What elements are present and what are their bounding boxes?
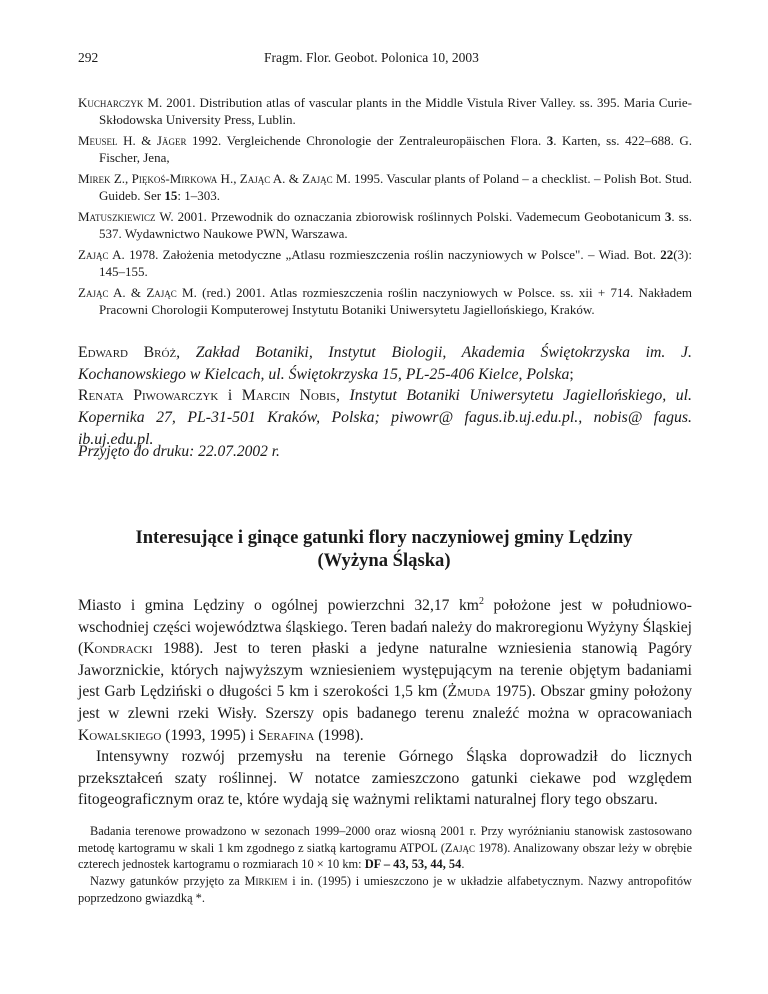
journal-title: Fragm. Flor. Geobot. Polonica 10, 2003: [264, 50, 479, 65]
methods-note: [78, 823, 692, 907]
reference-item: Zając A. 1978. Założenia metodyczne „Atlasu rozmieszczenia roślin naczyniowych w Polsce". – Wiad. Bot. 22(3): 145–155.: [78, 247, 692, 279]
reference-list: [78, 95, 692, 323]
reference-item: Mirek Z., Piękoś-Mirkowa H., Zając A. & Zając M. 1995. Vascular plants of Poland – a checklist. – Polish Bot. Stud. Guideb. Ser 15: 1–303.: [78, 171, 692, 203]
author-name: Marcin Nobis: [241, 387, 337, 405]
article-title: Interesujące i ginące gatunki flory naczyniowej gminy Lędziny (Wyżyna Śląska): [135, 527, 633, 571]
affiliation-paragraph: Edward Bróż, Zakład Botaniki, Instytut Biologii, Akademia Świętokrzyska im. J. Kochanowskiego w Kielcach, ul. Świętokrzyska 15, PL-25-406 Kielce, Polska;: [78, 344, 692, 383]
reference-item: Kucharczyk M. 2001. Distribution atlas of vascular plants in the Middle Vistula River Valley. ss. 395. Maria Curie-Skłodowska University Press, Lublin.: [78, 95, 692, 127]
reference-item: Zając A. & Zając M. (red.) 2001. Atlas rozmieszczenia roślin naczyniowych w Polsce. ss. xii + 714. Nakładem Pracowni Chorologii Komputerowej Instytutu Botaniki Uniwersytetu Jagiellońskiego, Kraków.: [78, 285, 692, 317]
body-paragraph: Miasto i gmina Lędziny o ogólnej powierzchni 32,17 $km^2$ położone jest w południowo-wschodniej części województwa śląskiego. Teren badań należy do makroregionu Wyżyny Śląskiej (Kondracki 1988). Jest to teren płaski a jedyne naturalne wzniesienia stanowią Pagóry Jaworznickie, których najwyższym wzniesieniem występującym na terenie objętym badaniami jest Garb Lędziński o długości 5 km i szerokości 1,5 km (Żmuda 1975). Obszar gminy położony jest w zlewni rzeki Wisły. Szerszy opis badanego terenu znaleźć można w opracowaniach Kowalskiego (1993, 1995) i Serafina (1998).: [78, 595, 693, 744]
page-number: 292: [78, 50, 99, 65]
reference-item: Matuszkiewicz W. 2001. Przewodnik do oznaczania zbiorowisk roślinnych Polski. Vademecum Geobotanicum 3. ss. 537. Wydawnictwo Naukowe PWN, Warszawa.: [78, 209, 692, 241]
note-paragraph: Badania terenowe prowadzono w sezonach 1999–2000 oraz wiosną 2001 r. Przy wyróżnianiu stanowisk zastosowano metodę kartogramu w skali 1 km zgodnego z siatką kartogramu ATPOL (Zając 1978). Analizowany obszar leży w obrębie czterech jednostek kartogramu o rozmiarach 10 × 10 km: DF – 43, 53, 44, 54.: [78, 824, 692, 872]
note-paragraph: Nazwy gatunków przyjęto za Mirkiem i in. (1995) i umieszczono je w układzie alfabetycznym. Nazwy antropofitów poprzedzono gwiazdką *.: [78, 874, 692, 905]
article-body: [78, 595, 692, 811]
author-name: Renata Piwowarczyk: [78, 387, 219, 405]
received-date: Przyjęto do druku: 22.07.2002 r.: [78, 443, 280, 460]
affiliation-paragraph: Renata Piwowarczyk i Marcin Nobis, Instytut Botaniki Uniwersytetu Jagiellońskiego, ul. Kopernika 27, PL-31-501 Kraków, Polska; piwowr@ fagus.ib.uj.edu.pl., nobis@ fagus. ib.uj.edu.pl.: [78, 387, 692, 448]
running-header: [78, 50, 690, 70]
reference-item: Meusel H. & Jäger 1992. Vergleichende Chronologie der Zentraleuropäischen Flora. 3. Karten, ss. 422–688. G. Fischer, Jena,: [78, 133, 693, 165]
body-paragraph: Intensywny rozwój przemysłu na terenie Górnego Śląska doprowadził do licznych przekształceń szaty roślinnej. W notatce zamieszczono gatunki ciekawe pod względem fitogeograficznym oraz te, które wydają się ważnymi reliktami naturalnej flory tego obszaru.: [78, 748, 692, 809]
author-affiliations: [78, 342, 692, 451]
author-name: Edward Bróż: [78, 344, 177, 361]
